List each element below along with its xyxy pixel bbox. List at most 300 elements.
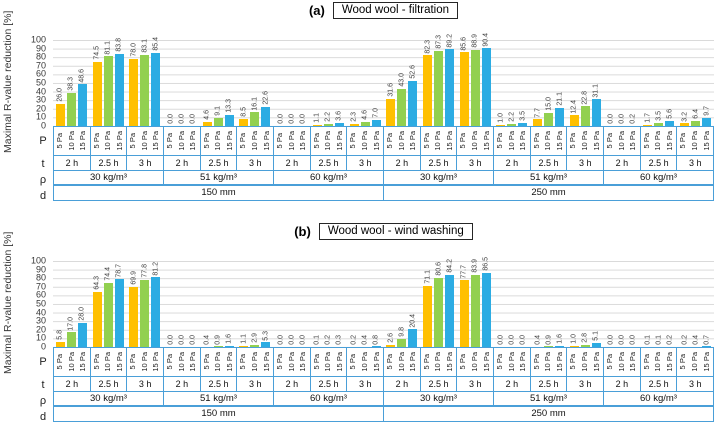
bar-group [347, 40, 384, 126]
pressure-cell [603, 127, 640, 155]
row-label-density: ρ [39, 395, 47, 407]
pressure-label: 10 Pa [469, 131, 479, 151]
bar-value-label: 4.6 [361, 110, 369, 121]
bar-value-label: 15.0 [545, 97, 553, 112]
y-tick-label: 20 [35, 103, 46, 114]
pressure-cell [530, 127, 567, 155]
pressure-cell [530, 348, 567, 376]
bar [104, 40, 113, 126]
pressure-cell [566, 127, 603, 155]
bar-value-label: 1.0 [570, 334, 578, 345]
pressure-label: 10 Pa [396, 352, 406, 372]
bar-value-label: 3.5 [655, 111, 663, 121]
y-tick-label: 90 [35, 43, 46, 54]
pressure-cell [456, 127, 493, 155]
panel-b-tag: (b) [294, 224, 311, 239]
bar [78, 68, 87, 126]
time-cell: 2.5 h [90, 377, 127, 391]
bar-value-label: 9.7 [703, 105, 711, 116]
pressure-cell [383, 348, 420, 376]
pressure-label: 15 Pa [371, 352, 381, 372]
bar-value-label: 0.1 [644, 335, 652, 345]
pressure-row [53, 126, 714, 156]
bar [592, 83, 601, 126]
time-cell: 2.5 h [310, 377, 347, 391]
bar-value-label: 0.2 [350, 335, 358, 345]
density-cell: 60 kg/m³ [273, 171, 383, 185]
time-cell: 2 h [383, 156, 420, 170]
bar-value-label: 0.0 [618, 114, 626, 124]
bar-value-label: 9.8 [398, 326, 406, 337]
pressure-label: 5 Pa [201, 354, 211, 370]
pressure-label: 10 Pa [469, 352, 479, 372]
bar-value-label: 84.2 [446, 258, 454, 273]
bar-value-label: 0.0 [629, 335, 637, 345]
bar [214, 106, 223, 126]
y-axis-ticks [0, 255, 49, 352]
bar [555, 92, 564, 126]
bar-group [273, 261, 310, 347]
bar [129, 271, 138, 347]
bar-value-label: 28.0 [78, 307, 86, 321]
bar-value-label: 0.0 [288, 114, 296, 124]
pressure-label: 5 Pa [494, 133, 504, 149]
pressure-label: 10 Pa [689, 131, 699, 151]
y-tick-label: 70 [35, 60, 46, 71]
time-cell: 2.5 h [200, 156, 237, 170]
density-cell: 51 kg/m³ [493, 171, 603, 185]
bar-group [310, 261, 347, 347]
pressure-label: 15 Pa [444, 131, 454, 151]
time-cell: 3 h [676, 156, 713, 170]
bar [250, 96, 259, 126]
density-cell: 51 kg/m³ [163, 171, 273, 185]
y-axis-title: Maximal R-value reduction [%] [2, 10, 14, 154]
bar-group [641, 40, 678, 126]
pressure-label: 5 Pa [531, 354, 541, 370]
bar-group [237, 40, 274, 126]
pressure-label: 10 Pa [66, 352, 76, 372]
density-row [53, 391, 714, 407]
pressure-label: 10 Pa [396, 131, 406, 151]
time-cell: 2.5 h [640, 377, 677, 391]
y-tick-label: 60 [35, 289, 46, 300]
pressure-label: 15 Pa [628, 131, 638, 151]
pressure-cell [236, 127, 273, 155]
pressure-label: 5 Pa [128, 354, 138, 370]
y-tick-label: 40 [35, 86, 46, 97]
bar-value-label: 0.0 [178, 114, 186, 124]
pressure-cell [236, 348, 273, 376]
bar [471, 33, 480, 126]
time-cell: 2 h [493, 377, 530, 391]
bar-value-label: 0.1 [655, 335, 663, 345]
pressure-label: 10 Pa [616, 352, 626, 372]
pressure-label: 15 Pa [518, 131, 528, 151]
pressure-label: 5 Pa [421, 354, 431, 370]
pressure-label: 15 Pa [628, 352, 638, 372]
pressure-label: 15 Pa [298, 352, 308, 372]
pressure-label: 10 Pa [579, 352, 589, 372]
bar-group [494, 261, 531, 347]
plot-area [53, 257, 714, 347]
pressure-label: 10 Pa [359, 131, 369, 151]
bar-value-label: 69.9 [130, 271, 138, 285]
pressure-label: 5 Pa [678, 133, 688, 149]
y-tick-label: 30 [35, 315, 46, 326]
y-tick-label: 10 [35, 111, 46, 122]
bar [397, 326, 406, 347]
bar-value-label: 0.0 [618, 335, 626, 345]
time-cell: 3 h [566, 377, 603, 391]
bar-value-label: 3.2 [681, 111, 689, 122]
pressure-cell [54, 348, 90, 376]
pressure-label: 10 Pa [66, 131, 76, 151]
row-label-time: t [41, 158, 45, 170]
bar [471, 259, 480, 347]
pressure-label: 15 Pa [334, 352, 344, 372]
bar-value-label: 74.4 [104, 267, 112, 282]
bar [482, 32, 491, 126]
bar-value-label: 43.0 [398, 73, 406, 88]
bar-group [53, 40, 90, 126]
pressure-label: 5 Pa [348, 133, 358, 149]
bar-value-label: 86.5 [482, 257, 490, 271]
bar-value-label: 16.1 [251, 96, 259, 111]
bar-value-label: 0.0 [167, 335, 175, 345]
time-cell: 3 h [126, 377, 163, 391]
bar-group [310, 40, 347, 126]
time-cell: 3 h [346, 377, 383, 391]
bar [225, 98, 234, 126]
density-cell: 51 kg/m³ [163, 392, 273, 406]
pressure-label: 5 Pa [164, 354, 174, 370]
time-cell: 2.5 h [90, 156, 127, 170]
density-cell: 30 kg/m³ [90, 393, 127, 405]
bar-value-label: 2.2 [324, 112, 332, 123]
pressure-cell [90, 127, 127, 155]
bar-value-label: 8.5 [240, 106, 248, 117]
bar [445, 33, 454, 126]
time-cell: 2.5 h [530, 377, 567, 391]
density-cell: 30 kg/m³ [90, 172, 127, 184]
bar [544, 97, 553, 126]
chart-b-header [53, 223, 714, 240]
y-tick-label: 60 [35, 68, 46, 79]
pressure-cell [90, 348, 127, 376]
time-cell: 2 h [383, 377, 420, 391]
bar [397, 73, 406, 126]
pressure-cell [273, 127, 310, 155]
pressure-label: 5 Pa [568, 354, 578, 370]
bar-group [457, 257, 494, 347]
bar-value-label: 3.5 [519, 111, 527, 121]
pressure-label: 5 Pa [201, 133, 211, 149]
bar [460, 264, 469, 347]
bar-value-label: 13.3 [225, 98, 233, 113]
pressure-label: 10 Pa [616, 131, 626, 151]
x-axis-table [53, 347, 714, 422]
time-cell: 3 h [346, 156, 383, 170]
bar-value-label: 80.6 [435, 262, 443, 276]
density-cell: 30 kg/m³ [383, 392, 493, 406]
pressure-cell [420, 348, 457, 376]
pressure-label: 5 Pa [531, 133, 541, 149]
bar-group [126, 36, 163, 126]
pressure-label: 15 Pa [78, 352, 88, 372]
bar-value-label: 0.0 [189, 335, 197, 345]
pressure-label: 15 Pa [664, 131, 674, 151]
panel-a-tag: (a) [308, 3, 325, 18]
chart-a-title: Wood wool - filtration [333, 2, 458, 19]
bar-value-label: 77.7 [460, 264, 468, 279]
thickness-cell: 150 mm [201, 187, 236, 199]
plot-area [53, 32, 714, 126]
bar [581, 90, 590, 126]
y-tick-label: 50 [35, 298, 46, 309]
pressure-label: 5 Pa [641, 354, 651, 370]
pressure-label: 5 Pa [458, 354, 468, 370]
y-tick-label: 80 [35, 272, 46, 283]
bar [445, 258, 454, 347]
thickness-cell: 250 mm [383, 406, 713, 421]
bar-value-label: 2.8 [581, 332, 589, 343]
bar [93, 276, 102, 347]
bar [140, 264, 149, 347]
bar [261, 90, 270, 126]
pressure-label: 15 Pa [518, 352, 528, 372]
pressure-label: 5 Pa [494, 354, 504, 370]
bar-value-label: 85.4 [152, 36, 160, 51]
bar-value-label: 2.2 [508, 112, 516, 123]
bar-value-label: 17.0 [67, 316, 75, 331]
bar [129, 43, 138, 126]
bar-value-label: 5.6 [666, 109, 674, 120]
pressure-label: 5 Pa [274, 354, 284, 370]
bar-value-label: 0.9 [214, 334, 222, 345]
pressure-label: 10 Pa [653, 131, 663, 151]
pressure-cell [163, 127, 200, 155]
time-cell: 2.5 h [420, 377, 457, 391]
chart-b-title: Wood wool - wind washing [319, 223, 473, 240]
pressure-label: 15 Pa [701, 131, 711, 151]
bar-group [677, 261, 714, 347]
bar-value-label: 0.0 [607, 114, 615, 124]
y-axis-ticks [0, 34, 49, 131]
pressure-label: 10 Pa [506, 131, 516, 151]
time-cell: 3 h [676, 377, 713, 391]
bar-value-label: 22.8 [581, 90, 589, 105]
pressure-label: 10 Pa [139, 352, 149, 372]
row-label-thickness: d [39, 411, 47, 423]
pressure-label: 5 Pa [384, 354, 394, 370]
pressure-label: 10 Pa [139, 131, 149, 151]
time-cell: 3 h [456, 156, 493, 170]
bar [56, 88, 65, 126]
bar [140, 38, 149, 126]
pressure-label: 5 Pa [311, 133, 321, 149]
pressure-label: 5 Pa [54, 133, 64, 149]
bar [67, 77, 76, 126]
density-row [53, 170, 714, 186]
bar [104, 267, 113, 347]
y-tick-label: 0 [40, 341, 46, 352]
bar-value-label: 2.6 [387, 333, 395, 343]
bar-value-label: 31.1 [592, 83, 600, 98]
pressure-label: 15 Pa [701, 352, 711, 372]
bar-group [677, 40, 714, 126]
bar-value-label: 81.2 [152, 261, 160, 276]
bar [151, 36, 160, 126]
bar [408, 313, 417, 347]
time-cell: 2 h [493, 156, 530, 170]
bar-group [126, 261, 163, 347]
bar-value-label: 3.6 [335, 111, 343, 121]
bar-value-label: 83.1 [141, 38, 149, 53]
y-tick-label: 20 [35, 324, 46, 335]
pressure-label: 5 Pa [238, 133, 248, 149]
bar-value-label: 6.4 [692, 108, 700, 119]
pressure-label: 10 Pa [689, 352, 699, 372]
bar-value-label: 0.0 [189, 114, 197, 124]
time-cell: 2 h [603, 377, 640, 391]
pressure-cell [126, 348, 163, 376]
pressure-label: 5 Pa [604, 133, 614, 149]
pressure-label: 10 Pa [286, 131, 296, 151]
pressure-cell [493, 127, 530, 155]
bar-value-label: 38.3 [67, 77, 75, 92]
pressure-label: 15 Pa [151, 131, 161, 151]
pressure-label: 15 Pa [224, 131, 234, 151]
bar-value-label: 78.7 [115, 263, 123, 278]
y-tick-label: 100 [30, 255, 46, 266]
time-cell: 2.5 h [530, 156, 567, 170]
pressure-label: 10 Pa [286, 352, 296, 372]
pressure-label: 5 Pa [91, 133, 101, 149]
bar-value-label: 82.3 [424, 39, 432, 54]
bar-group [641, 261, 678, 347]
bar-value-label: 5.1 [592, 330, 600, 341]
pressure-label: 10 Pa [323, 131, 333, 151]
pressure-cell [456, 348, 493, 376]
bar-value-label: 78.0 [130, 43, 138, 57]
bar-group [90, 261, 127, 347]
density-cell: 60 kg/m³ [603, 171, 713, 185]
bar-group [237, 261, 274, 347]
bar [115, 263, 124, 347]
pressure-label: 10 Pa [653, 352, 663, 372]
bar-value-label: 74.5 [93, 46, 101, 60]
bar [408, 65, 417, 126]
pressure-label: 10 Pa [506, 352, 516, 372]
bar-value-label: 1.6 [556, 333, 564, 344]
pressure-label: 10 Pa [579, 131, 589, 151]
bar-value-label: 0.1 [313, 335, 321, 345]
bar [93, 46, 102, 126]
bar-group [604, 261, 641, 347]
time-cell: 2 h [163, 156, 200, 170]
bar-value-label: 0.0 [299, 335, 307, 345]
pressure-label: 5 Pa [164, 133, 174, 149]
time-cell: 3 h [456, 377, 493, 391]
pressure-label: 15 Pa [188, 352, 198, 372]
bar-value-label: 0.0 [277, 335, 285, 345]
thickness-row [53, 405, 714, 422]
bar-value-label: 0.0 [519, 335, 527, 345]
chart-a-header [53, 2, 714, 19]
bar-value-label: 0.4 [534, 334, 542, 345]
bar-group [53, 261, 90, 347]
pressure-label: 15 Pa [444, 352, 454, 372]
time-row [53, 155, 714, 171]
bar-group [347, 261, 384, 347]
pressure-label: 15 Pa [591, 131, 601, 151]
pressure-label: 5 Pa [458, 133, 468, 149]
bar-group [273, 40, 310, 126]
bar-value-label: 1.1 [313, 113, 321, 124]
bar-value-label: 1.6 [225, 333, 233, 344]
row-label-time: t [41, 379, 45, 391]
bar-value-label: 2.9 [251, 332, 259, 343]
pressure-label: 15 Pa [554, 131, 564, 151]
y-tick-label: 90 [35, 264, 46, 275]
thickness-cell: 150 mm [201, 408, 236, 420]
pressure-cell [640, 127, 677, 155]
pressure-label: 5 Pa [91, 354, 101, 370]
bar-value-label: 5.3 [262, 330, 270, 341]
bar-value-label: 81.1 [104, 40, 112, 55]
y-tick-label: 40 [35, 307, 46, 318]
bar-group [383, 40, 420, 126]
pressure-label: 10 Pa [433, 131, 443, 151]
bar-value-label: 0.0 [508, 335, 516, 345]
bar-group [494, 40, 531, 126]
pressure-label: 15 Pa [554, 352, 564, 372]
row-label-pressure: P [39, 135, 47, 147]
bar-value-label: 7.0 [372, 108, 380, 118]
pressure-label: 15 Pa [298, 131, 308, 151]
bar-value-label: 31.6 [387, 83, 395, 97]
bar [423, 270, 432, 347]
bar-group [420, 258, 457, 347]
density-cell: 60 kg/m³ [603, 392, 713, 406]
pressure-label: 10 Pa [213, 131, 223, 151]
chart-panel-b [0, 221, 721, 442]
pressure-cell [54, 127, 90, 155]
bar [482, 257, 491, 347]
pressure-label: 15 Pa [481, 352, 491, 372]
time-cell: 3 h [566, 156, 603, 170]
bar-group [163, 261, 200, 347]
pressure-label: 10 Pa [543, 352, 553, 372]
bar-value-label: 0.0 [497, 335, 505, 345]
bar-group [567, 261, 604, 347]
bar-value-label: 87.3 [435, 35, 443, 49]
time-cell: 3 h [236, 377, 273, 391]
pressure-label: 5 Pa [274, 133, 284, 149]
bar-value-label: 0.2 [629, 114, 637, 124]
pressure-label: 15 Pa [151, 352, 161, 372]
pressure-label: 15 Pa [114, 131, 124, 151]
pressure-label: 15 Pa [78, 131, 88, 151]
pressure-label: 10 Pa [176, 352, 186, 372]
time-cell: 2.5 h [310, 156, 347, 170]
bar-value-label: 0.2 [681, 335, 689, 345]
time-cell: 2 h [273, 377, 310, 391]
pressure-label: 15 Pa [261, 131, 271, 151]
pressure-label: 15 Pa [224, 352, 234, 372]
bar-value-label: 83.8 [115, 38, 123, 52]
